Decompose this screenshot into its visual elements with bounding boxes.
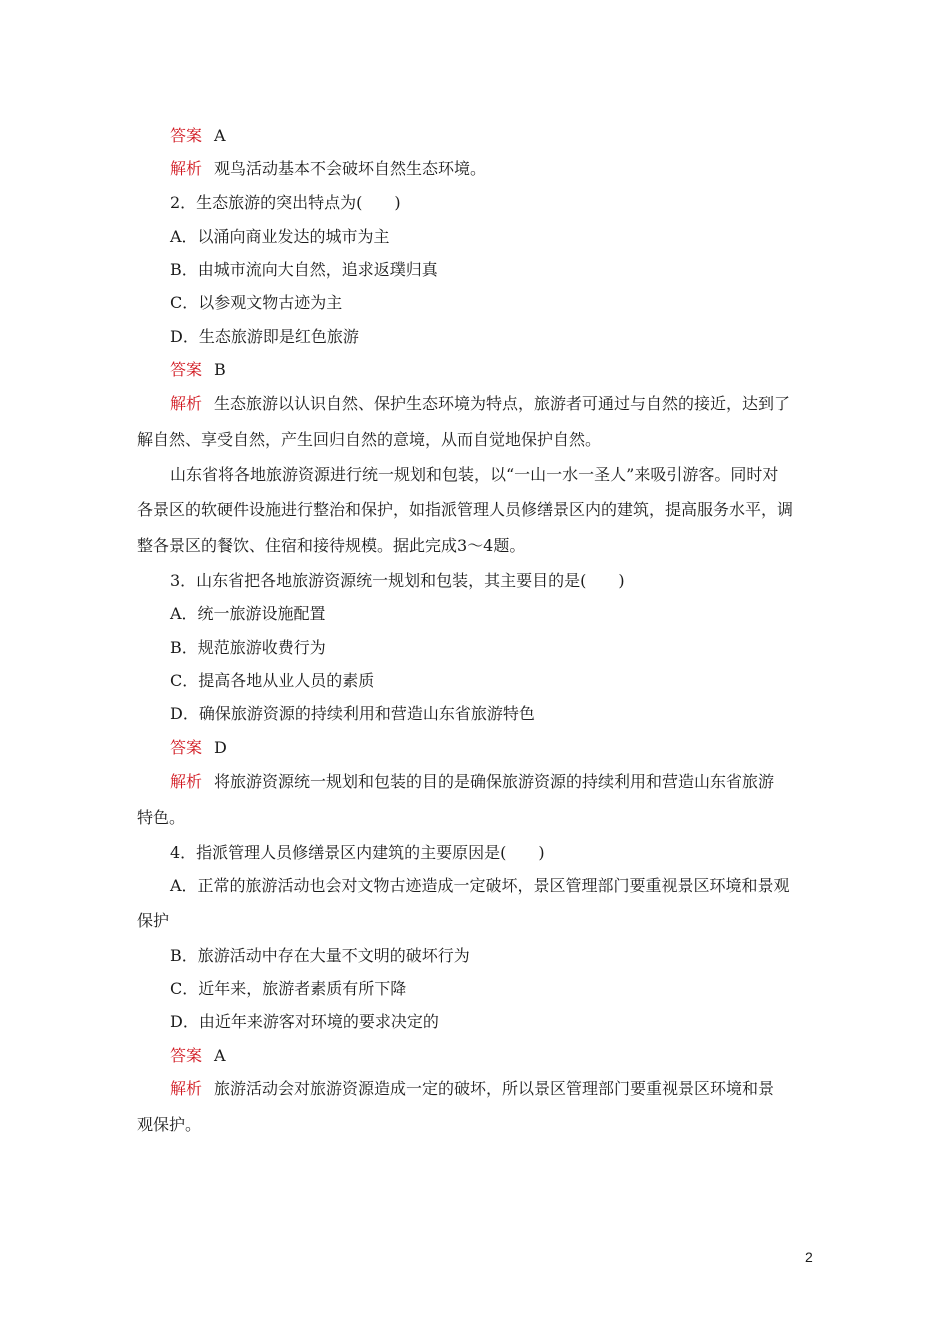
option-d-q4: D．由近年来游客对环境的要求决定的 <box>170 1012 439 1031</box>
answer-label: 答案 <box>170 126 203 145</box>
explain-line-q4 <box>170 1079 820 1099</box>
passage-line-1: 山东省将各地旅游资源进行统一规划和包装，以“一山一水一圣人”来吸引游客。同时对 <box>170 465 779 484</box>
option-d-q2: D．生态旅游即是红色旅游 <box>170 327 359 346</box>
option-a-q2: A．以涌向商业发达的城市为主 <box>170 227 390 246</box>
explain-continuation-q2: 解自然、享受自然，产生回归自然的意境，从而自觉地保护自然。 <box>137 430 602 449</box>
option-d-q3: D．确保旅游资源的持续利用和营造山东省旅游特色 <box>170 704 535 723</box>
option-a-q3: A．统一旅游设施配置 <box>170 604 326 623</box>
answer-value: A <box>214 1046 226 1065</box>
explain-label: 解析 <box>170 159 203 178</box>
answer-line-q1 <box>170 126 820 146</box>
explain-text: 将旅游资源统一规划和包装的目的是确保旅游资源的持续利用和营造山东省旅游 <box>214 772 775 791</box>
answer-line-q4 <box>170 1046 820 1066</box>
option-b-q4: B．旅游活动中存在大量不文明的破坏行为 <box>170 946 470 965</box>
answer-value: D <box>214 738 227 757</box>
answer-label: 答案 <box>170 360 203 379</box>
explain-continuation-q4: 观保护。 <box>137 1115 202 1134</box>
answer-value: A <box>214 126 226 145</box>
explain-line-q2 <box>170 394 820 414</box>
option-c-q2: C．以参观文物古迹为主 <box>170 293 343 312</box>
explain-text: 观鸟活动基本不会破坏自然生态环境。 <box>214 159 487 178</box>
option-b-q3: B．规范旅游收费行为 <box>170 638 326 657</box>
explain-label: 解析 <box>170 1079 203 1098</box>
passage-line-3: 整各景区的餐饮、住宿和接待规模。据此完成3～4题。 <box>137 536 526 555</box>
explain-text: 生态旅游以认识自然、保护生态环境为特点，旅游者可通过与自然的接近，达到了 <box>214 394 791 413</box>
explain-label: 解析 <box>170 394 203 413</box>
explain-text: 旅游活动会对旅游资源造成一定的破坏，所以景区管理部门要重视景区环境和景 <box>214 1079 775 1098</box>
explain-line-q1 <box>170 159 820 179</box>
option-c-q3: C．提高各地从业人员的素质 <box>170 671 375 690</box>
question-stem-q2: 2．生态旅游的突出特点为( ) <box>170 193 401 212</box>
option-a-q4: A．正常的旅游活动也会对文物古迹造成一定破坏，景区管理部门要重视景区环境和景观 <box>170 876 790 895</box>
option-c-q4: C．近年来，旅游者素质有所下降 <box>170 979 407 998</box>
option-a-continuation-q4: 保护 <box>137 911 170 930</box>
answer-label: 答案 <box>170 738 203 757</box>
answer-value: B <box>214 360 226 379</box>
option-b-q2: B．由城市流向大自然，追求返璞归真 <box>170 260 438 279</box>
answer-line-q3 <box>170 738 820 758</box>
explain-label: 解析 <box>170 772 203 791</box>
answer-label: 答案 <box>170 1046 203 1065</box>
page-number: 2 <box>805 1249 813 1265</box>
explain-continuation-q3: 特色。 <box>137 808 186 827</box>
passage-line-2: 各景区的软硬件设施进行整治和保护，如指派管理人员修缮景区内的建筑，提高服务水平，调 <box>137 500 794 519</box>
question-stem-q4: 4．指派管理人员修缮景区内建筑的主要原因是( ) <box>170 843 545 862</box>
question-stem-q3: 3．山东省把各地旅游资源统一规划和包装，其主要目的是( ) <box>170 571 625 590</box>
answer-line-q2 <box>170 360 820 380</box>
explain-line-q3 <box>170 772 820 792</box>
